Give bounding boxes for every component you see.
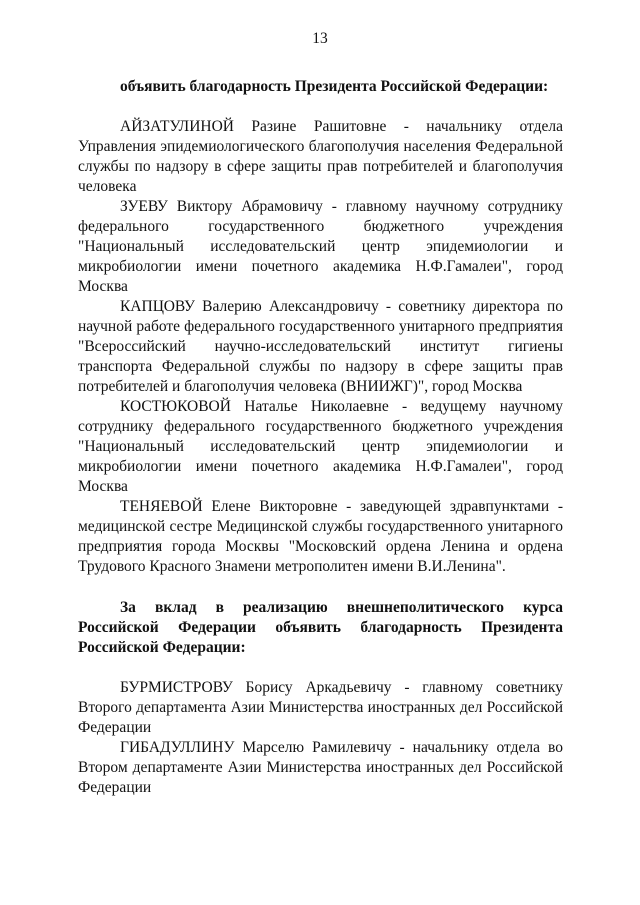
page-number: 13: [312, 30, 328, 47]
section-heading: За вклад в реализацию внешнеполитического курса Российской Федерации объявить благодарность Президента Российской Федерации:: [78, 599, 563, 656]
document-body: [78, 77, 563, 798]
award-entry: ТЕНЯЕВОЙ Елене Викторовне - заведующей здравпунктами - медицинской сестре Медицинской службы государственного унитарного предприятия города Москвы "Московский ордена Ленина и ордена Трудового Красного Знамени метрополитен имени В.И.Ленина".: [78, 498, 563, 575]
award-entry: БУРМИСТРОВУ Борису Аркадьевичу - главному советнику Второго департамента Азии Министерства иностранных дел Российской Федерации: [78, 679, 563, 736]
award-entry: АЙЗАТУЛИНОЙ Разине Рашитовне - начальнику отдела Управления эпидемиологического благополучия населения Федеральной службы по надзору в сфере защиты прав потребителей и благополучия человека: [78, 118, 563, 195]
award-entry: ГИБАДУЛЛИНУ Марселю Рамилевичу - начальнику отдела во Втором департаменте Азии Министерства иностранных дел Российской Федерации: [78, 739, 563, 796]
award-heading: объявить благодарность Президента Российской Федерации:: [120, 78, 549, 95]
award-entry: КОСТЮКОВОЙ Наталье Николаевне - ведущему научному сотруднику федерального государственного бюджетного учреждения "Национальный исследовательский центр эпидемиологии и микробиологии имени почетного академика Н.Ф.Гамалеи", город Москва: [78, 398, 563, 495]
award-entry: КАПЦОВУ Валерию Александровичу - советнику директора по научной работе федерального государственного унитарного предприятия "Всероссийский научно-исследовательский институт гигиены транспорта Федеральной службы по надзору в сфере защиты прав потребителей и благополучия человека (ВНИИЖГ)", город Москва: [78, 298, 563, 395]
award-entry: ЗУЕВУ Виктору Абрамовичу - главному научному сотруднику федерального государственного бюджетного учреждения "Национальный исследовательский центр эпидемиологии и микробиологии имени почетного академика Н.Ф.Гамалеи", город Москва: [78, 198, 563, 295]
